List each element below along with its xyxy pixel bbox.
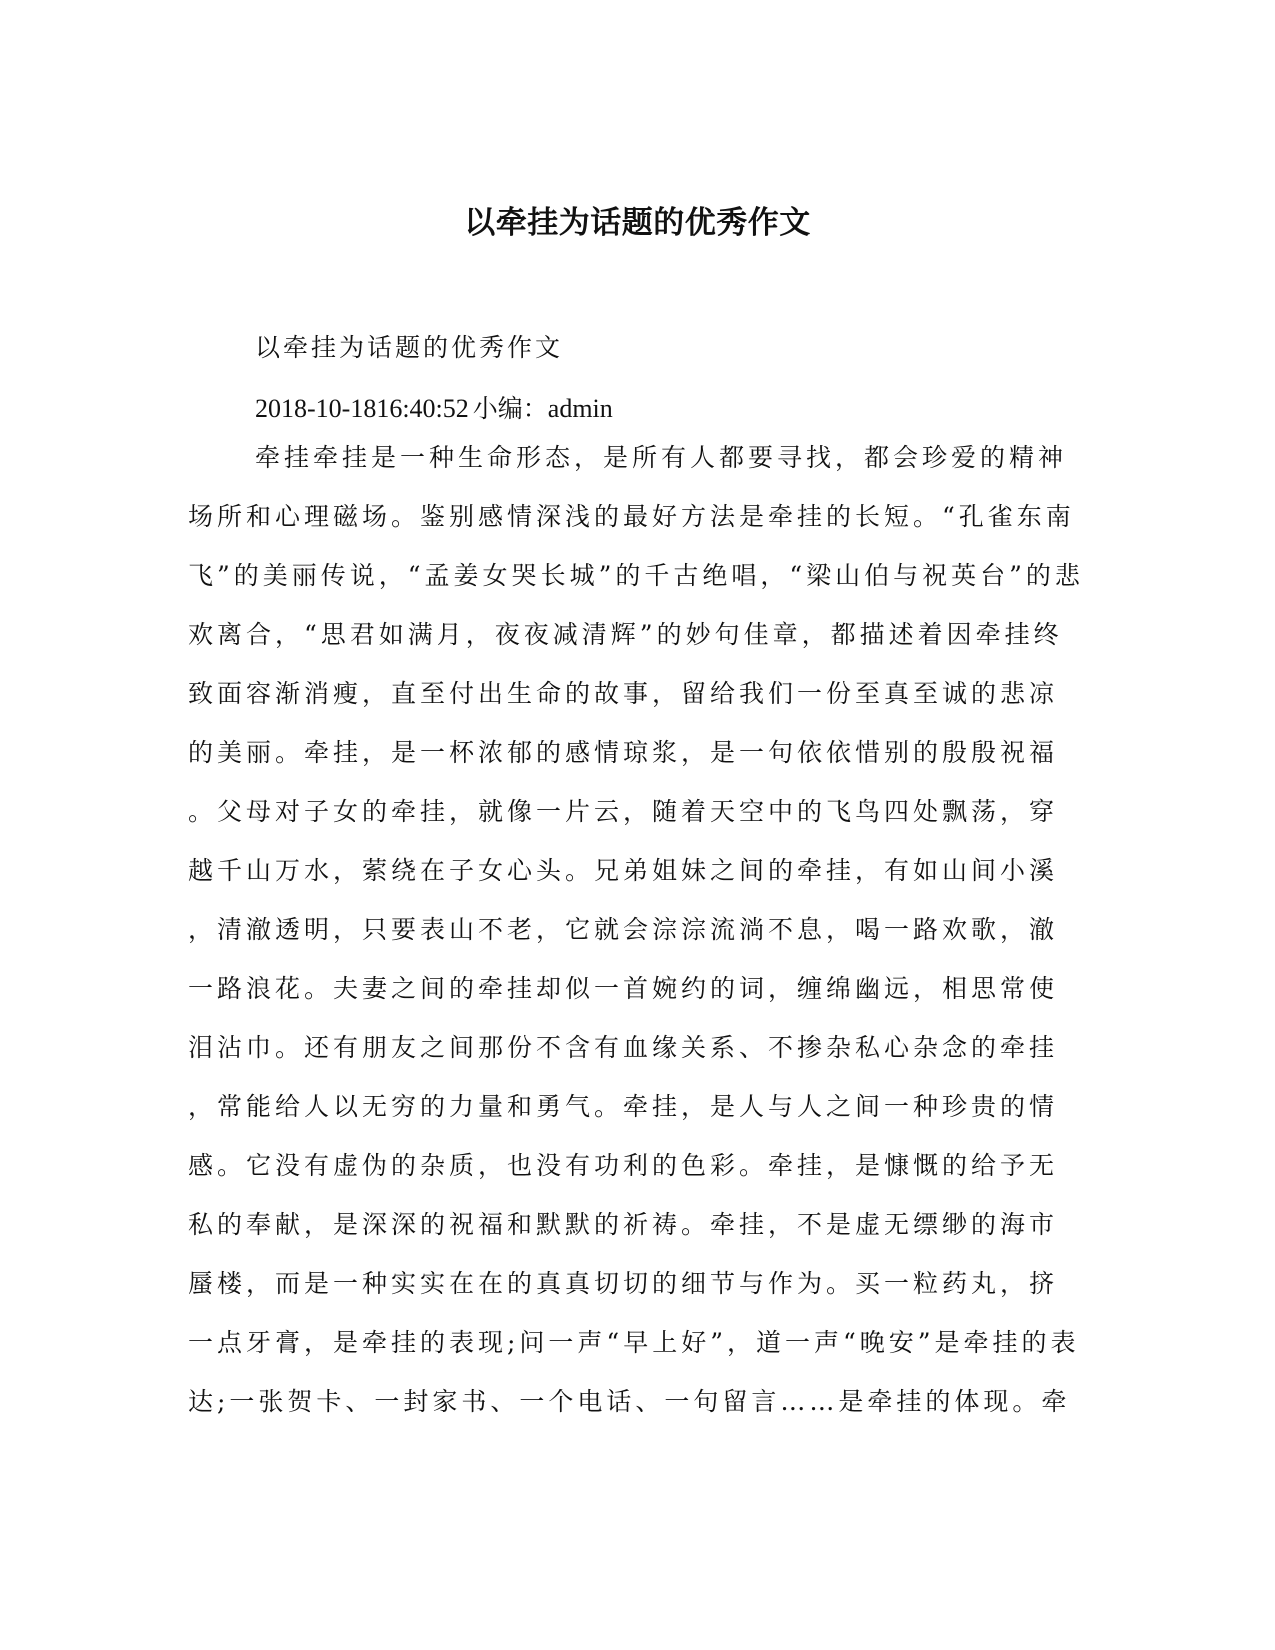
editor-label: 小编： <box>472 394 548 423</box>
editor-name: admin <box>547 394 613 423</box>
body-line: 飞”的美丽传说，“孟姜女哭长城”的千古绝唱，“梁山伯与祝英台”的悲 <box>188 561 1084 590</box>
body-line: 致面容渐消瘦，直至付出生命的故事，留给我们一份至真至诚的悲凉 <box>188 679 1059 708</box>
body-line: 。父母对子女的牵挂，就像一片云，随着天空中的飞鸟四处飘荡，穿 <box>188 797 1059 826</box>
document-subtitle: 以牵挂为话题的优秀作文 <box>255 333 564 362</box>
body-line: 感。它没有虚伪的杂质，也没有功利的色彩。牵挂，是慷慨的给予无 <box>188 1151 1059 1180</box>
document-meta <box>255 391 613 427</box>
body-line: 蜃楼，而是一种实实在在的真真切切的细节与作为。买一粒药丸，挤 <box>188 1269 1059 1298</box>
body-line: 一点牙膏，是牵挂的表现;问一声“早上好”，道一声“晚安”是牵挂的表 <box>188 1328 1080 1357</box>
body-line: ，常能给人以无穷的力量和勇气。牵挂，是人与人之间一种珍贵的情 <box>188 1092 1059 1121</box>
body-line: 达;一张贺卡、一封家书、一个电话、一句留言……是牵挂的体现。牵 <box>188 1387 1071 1416</box>
body-line: 牵挂牵挂是一种生命形态，是所有人都要寻找，都会珍爱的精神 <box>255 443 1068 472</box>
publish-date: 2018-10-1816:40:52 <box>255 394 469 423</box>
body-line: 私的奉献，是深深的祝福和默默的祈祷。牵挂，不是虚无缥缈的海市 <box>188 1210 1059 1239</box>
body-line: 的美丽。牵挂，是一杯浓郁的感情琼浆，是一句依依惜别的殷殷祝福 <box>188 738 1059 767</box>
document-title: 以牵挂为话题的优秀作文 <box>464 205 811 241</box>
body-line: 欢离合，“思君如满月，夜夜减清辉”的妙句佳章，都描述着因牵挂终 <box>188 620 1063 649</box>
body-line: 越千山万水，萦绕在子女心头。兄弟姐妹之间的牵挂，有如山间小溪 <box>188 856 1059 885</box>
body-line: ，清澈透明，只要表山不老，它就会淙淙流淌不息，喝一路欢歌，澈 <box>188 915 1059 944</box>
body-line: 场所和心理磁场。鉴别感情深浅的最好方法是牵挂的长短。“孔雀东南 <box>188 502 1075 531</box>
body-line: 泪沾巾。还有朋友之间那份不含有血缘关系、不掺杂私心杂念的牵挂 <box>188 1033 1059 1062</box>
body-line: 一路浪花。夫妻之间的牵挂却似一首婉约的词，缠绵幽远，相思常使 <box>188 974 1059 1003</box>
